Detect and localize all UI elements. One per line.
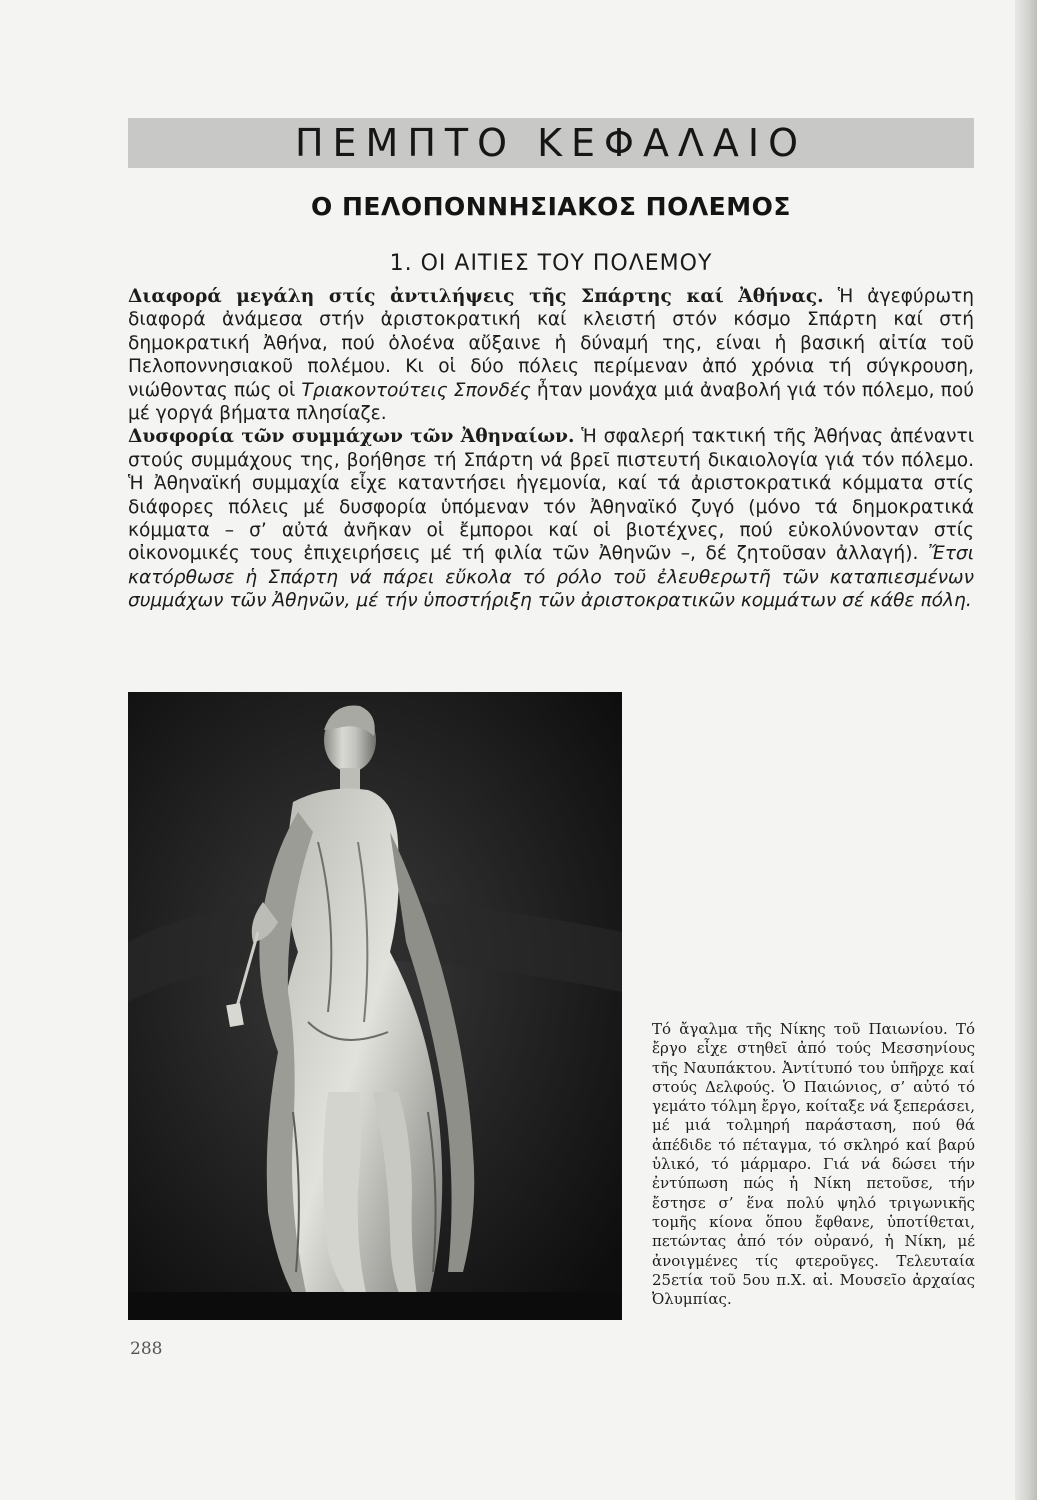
paragraph-text: Ἡ σφαλερή τακτική τῆς Ἀθήνας ἀπέναντι στούς συμμάχους της, βοήθησε τή Σπάρτη νά βρεῖ πιστευτή δικαιολογία γιά τόν πόλεμο. Ἡ Ἀθηναϊκή συμμαχία εἶχε καταντήσει ἡγεμονία, καί τά ἀριστοκρατικά κόμματα στίς διάφορες πόλεις μέ δυσφορία ὑπόμεναν τόν Ἀθηναϊκό ζυγό (μόνο τά δημοκρατικά κόμματα – σ’ αὐτά ἀνῆκαν οἱ ἔμποροι καί οἱ βιοτέχνες, πού εὐκολύνονταν στίς οἰκονομικές τους ἐπιχειρήσεις μέ τή φιλία τῶν Ἀθηνῶν –, δέ ζητοῦσαν ἀλλαγή). [128, 426, 974, 565]
chapter-banner-text: ΠΕΜΠΤΟ ΚΕΦΑΛΑΙΟ [294, 121, 808, 165]
paragraph-text: Ἡ ἀγεφύρωτη διαφορά ἀνάμεσα στήν ἀριστοκρατική καί κλειστή στόν κόσμο Σπάρτη καί στή δημοκρατική Ἀθήνα, πού ὁλοένα αὔξαινε ἡ δύναμή της, είναι ἡ βασική αἰτία τοῦ Πελοποννησιακοῦ πολέμου. Κι οἱ δύο πόλεις περίμεναν ἀπό χρόνια τή σύγκρουση, νιώθοντας πώς οἱ [128, 286, 974, 401]
body-text [128, 285, 974, 613]
page-number: 288 [130, 1339, 163, 1359]
paragraph-heading: Διαφορά μεγάλη στίς ἀντιλήψεις τῆς Σπάρτης καί Ἀθήνας. [128, 286, 824, 307]
italic-conclusion: Ἔτσι κατόρθωσε ἡ Σπάρτη νά πάρει εὔκολα τό ρόλο τοῦ ἐλευθερωτῆ τῶν καταπιεσμένων συμμάχων τῶν Ἀθηνῶν, μέ τήν ὑποστήριξη τῶν ἀριστοκρατικῶν κομμάτων σέ κάθε πόλη. [128, 543, 974, 612]
photo-caption: Τό ἄγαλμα τῆς Νίκης τοῦ Παιωνίου. Τό ἔργο εἶχε στηθεῖ ἀπό τούς Μεσσηνίους τῆς Ναυπάκτου. Ἀντίτυπό του ὑπῆρχε καί στούς Δελφούς. Ὁ Παιώνιος, σ’ αὐτό τό γεμάτο τόλμη ἔργο, κοίταξε νά ξεπεράσει, μέ μιά τολμηρή παράσταση, πού θά ἀπέδιδε τό πέταγμα, τό σκληρό καί βαρύ ὑλικό, τό μάρμαρο. Γιά νά δώσει τήν ἐντύπωση πώς ἡ Νίκη πετοῦσε, τήν ἔστησε σ’ ἕνα πολύ ψηλό τριγωνικῆς τομῆς κίονα ὅπου ἔφθανε, ὑποτίθεται, πετώντας ἀπό τόν οὐρανό, ἡ Νίκη, μέ ἀνοιγμένες τίς φτεροῦγες. Τελευταία 25ετία τοῦ 5ου π.Χ. αἰ. Μουσεῖο ἀρχαίας Ὀλυμπίας. [652, 1020, 975, 1309]
paragraph-text: ἦταν μονάχα μιά ἀναβολή γιά τόν πόλεμο, πού μέ γοργά βήματα πλησίαζε. [128, 379, 974, 425]
chapter-banner [128, 118, 974, 168]
paragraph-differences [128, 285, 974, 425]
section-title: 1. ΟΙ ΑΙΤΙΕΣ ΤΟΥ ΠΟΛΕΜΟΥ [389, 251, 713, 276]
statue-photo [128, 692, 622, 1320]
italic-term: Τριακοντούτεις Σπονδές [301, 379, 531, 401]
page-edge-shadow [1015, 0, 1037, 1500]
nike-statue-illustration [128, 692, 622, 1320]
main-title: Ο ΠΕΛΟΠΟΝΝΗΣΙΑΚΟΣ ΠΟΛΕΜΟΣ [311, 192, 791, 221]
paragraph-heading: Δυσφορία τῶν συμμάχων τῶν Ἀθηναίων. [128, 426, 575, 448]
paragraph-allies [128, 425, 974, 612]
